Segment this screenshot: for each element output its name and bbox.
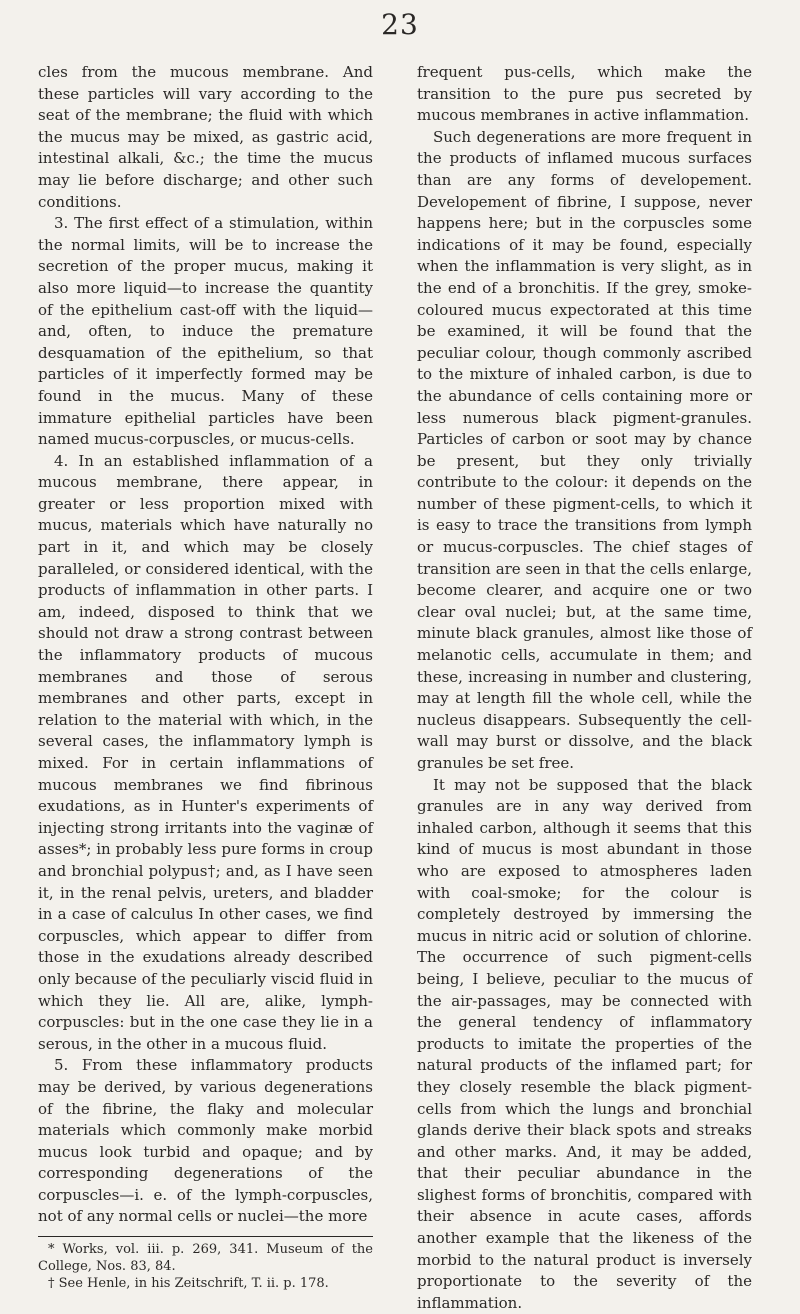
footnote: † See Henle, in his Zeitschrift, T. ii. p. 178. (48, 1276, 329, 1292)
paragraph: Such degenerations are more frequent in the products of inflamed mucous surfaces than are any forms of developement. Developement of fibrine, I suppose, never happens here; but in the corpuscles some indications of it may be found, especially when the inflammation is very slight, as in the end of a bronchitis. If the grey, smoke-coloured mucus expectorated at this time be examined, it will be found that the peculiar colour, though commonly ascribed to the mixture of inhaled carbon, is due to the abundance of cells containing more or less numerous black pigment-granules. Particles of carbon or soot may by chance be present, but they only trivially contribute to the colour: it depends on the number of these pigment-cells, to which it is easy to trace the transitions from lymph or mucus-corpuscles. The chief stages of transition are seen in that the cells enlarge, become clearer, and acquire one or two clear oval nuclei; but, at the same time, minute black granules, almost like those of melanotic cells, accumulate in them; and these, increasing in number and clustering, may at length fill the whole cell, while the nucleus disappears. Subsequently the cell-wall may burst or dissolve, and the black granules be set free. (417, 127, 752, 772)
paragraph: 3. The first effect of a stimulation, within the normal limits, will be to increase the secretion of the proper mucus, making it also more liquid—to increase the quantity of the epithelium cast-off with the liquid—and, often, to induce the premature desquamation of the epithelium, so that particles of it imperfectly formed may be found in the mucus. Many of these immature epithelial particles have been named mucus-corpuscles, or mucus-cells. (38, 214, 373, 449)
paragraph: cles from the mucous membrane. And these particles will vary according to the seat of the membrane; the fluid with which the mucus may be mixed, as gastric acid, intestinal alkali, &c.; the time the mucus may lie before discharge; and other such conditions. (38, 63, 373, 211)
right-column (417, 62, 752, 1314)
paragraph: 5. From these inflammatory products may be derived, by various degenerations of the fibrine, the flaky and molecular materials which commonly make morbid mucus look turbid and opaque; and by corresponding degenerations of the corpuscles—i. e. of the lymph-corpuscles, not of any normal cells or nuclei—the more (38, 1056, 373, 1226)
footnotes (38, 1236, 373, 1292)
paragraph: frequent pus-cells, which make the transition to the pure pus secreted by mucous membranes in active inflammation. (417, 63, 752, 125)
page-number: 23 (381, 8, 419, 41)
paragraph: It may not be supposed that the black granules are in any way derived from inhaled carbon, although it seems that this kind of mucus is most abundant in those who are exposed to atmospheres laden with coal-smoke; for the colour is completely destroyed by immersing the mucus in nitric acid or solution of chlorine. The occurrence of such pigment-cells being, I believe, peculiar to the mucus of the air-passages, may be connected with the general tendency of inflammatory products to imitate the properties of the natural products of the inflamed part; for they closely resemble the black pigment-cells from which the lungs and bronchial glands derive their black spots and streaks and other marks. And, it may be added, that their peculiar abundance in the slighest forms of bronchitis, compared with their absence in acute cases, affords another example that the likeness of the morbid to the natural product is inversely proportionate to the severity of the inflammation. (417, 775, 752, 1312)
left-column (38, 62, 373, 1292)
paragraph: 4. In an established inflammation of a mucous membrane, there appear, in greater or less proportion mixed with mucus, materials which have naturally no part in it, and which may be closely paralleled, or considered identical, with the products of inflammation in other parts. I am, indeed, disposed to think that we should not draw a strong contrast between the inflammatory products of mucous membranes and those of serous membranes and other parts, except in relation to the material with which, in the several cases, the inflammatory lymph is mixed. For in certain inflammations of mucous membranes we find fibrinous exudations, as in Hunter's experiments of injecting strong irritants into the vaginæ of asses*; in probably less pure forms in croup and bronchial polypus†; and, as I have seen it, in the renal pelvis, ureters, and bladder in a case of calculus In other cases, we find corpuscles, which appear to differ from those in the exudations already described only because of the peculiarly viscid fluid in which they lie. All are, alike, lymph-corpuscles: but in the one case they lie in a serous, in the other in a mucous fluid. (38, 451, 373, 1053)
footnote: * Works, vol. iii. p. 269, 341. Museum of the College, Nos. 83, 84. (38, 1242, 373, 1275)
